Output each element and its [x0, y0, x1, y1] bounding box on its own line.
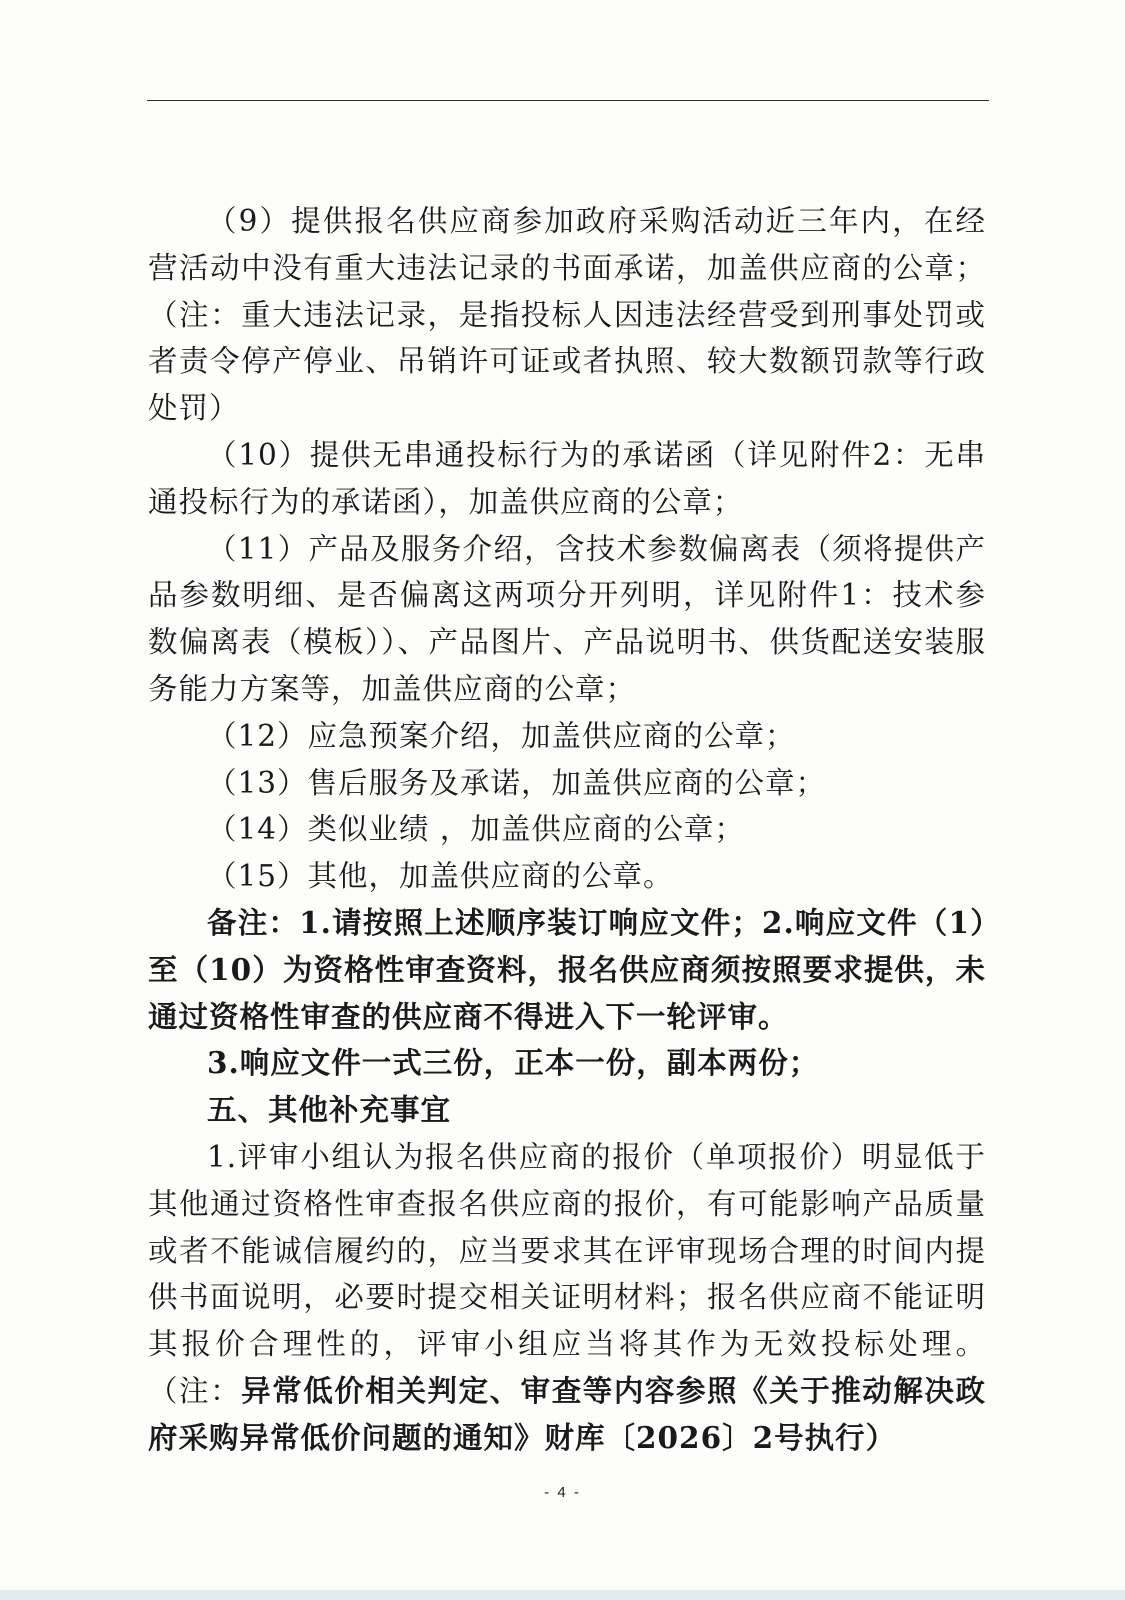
copies-paragraph: 3.响应文件一式三份，正本一份，副本两份；: [207, 1045, 820, 1081]
paragraph-item-11: （11）产品及服务介绍，含技术参数偏离表（须将提供产品参数明细、是否偏离这两项分开列明，详见附件1：技术参数偏离表（模板））、产品图片、产品说明书、供货配送安装服务能力方案等，加盖供应商的公章；: [148, 531, 986, 706]
paragraph-item-12: （12）应急预案介绍，加盖供应商的公章；: [207, 718, 796, 753]
paragraph-item-15: （15）其他，加盖供应商的公章。: [207, 859, 674, 894]
page-number: - 4 -: [544, 1484, 581, 1501]
section-heading-five: 五、其他补充事宜: [207, 1092, 452, 1128]
remarks-paragraph: 备注：1.请按照上述顺序装订响应文件；2.响应文件（1）至（10）为资格性审查资料，报名供应商须按照要求提供，未通过资格性审查的供应商不得进入下一轮评审。: [148, 904, 986, 1034]
abnormal-price-note: 异常低价相关判定、审查等内容参照《关于推动解决政府采购异常低价问题的通知》财库〔2026〕2号执行）: [148, 1372, 986, 1455]
paragraph-item-14: （14）类似业绩 ，加盖供应商的公章；: [207, 812, 745, 847]
paragraph-item-9: （9）提供报名供应商参加政府采购活动近三年内，在经营活动中没有重大违法记录的书面承诺，加盖供应商的公章；（注：重大违法记录，是指投标人因违法经营受到刑事处罚或者责令停产停业、吊销许可证或者执照、较大数额罚款等行政处罚）: [148, 204, 986, 426]
paragraph-item-10: （10）提供无串通投标行为的承诺函（详见附件2：无串通投标行为的承诺函），加盖供应商的公章；: [148, 437, 986, 519]
abnormal-price-paragraph: [148, 1134, 986, 1462]
scan-bottom-band: [0, 1590, 1125, 1600]
paragraph-item-13: （13）售后服务及承诺，加盖供应商的公章；: [207, 765, 827, 800]
abnormal-price-text: 1.评审小组认为报名供应商的报价（单项报价）明显低于其他通过资格性审查报名供应商的报价，有可能影响产品质量或者不能诚信履约的，应当要求其在评审现场合理的时间内提供书面说明，必要时提交相关证明材料；报名供应商不能证明其报价合理性的，评审小组应当将其作为无效投标处理。（注：: [148, 1139, 986, 1408]
body-text: [148, 198, 986, 1462]
header-rule: [147, 100, 989, 101]
